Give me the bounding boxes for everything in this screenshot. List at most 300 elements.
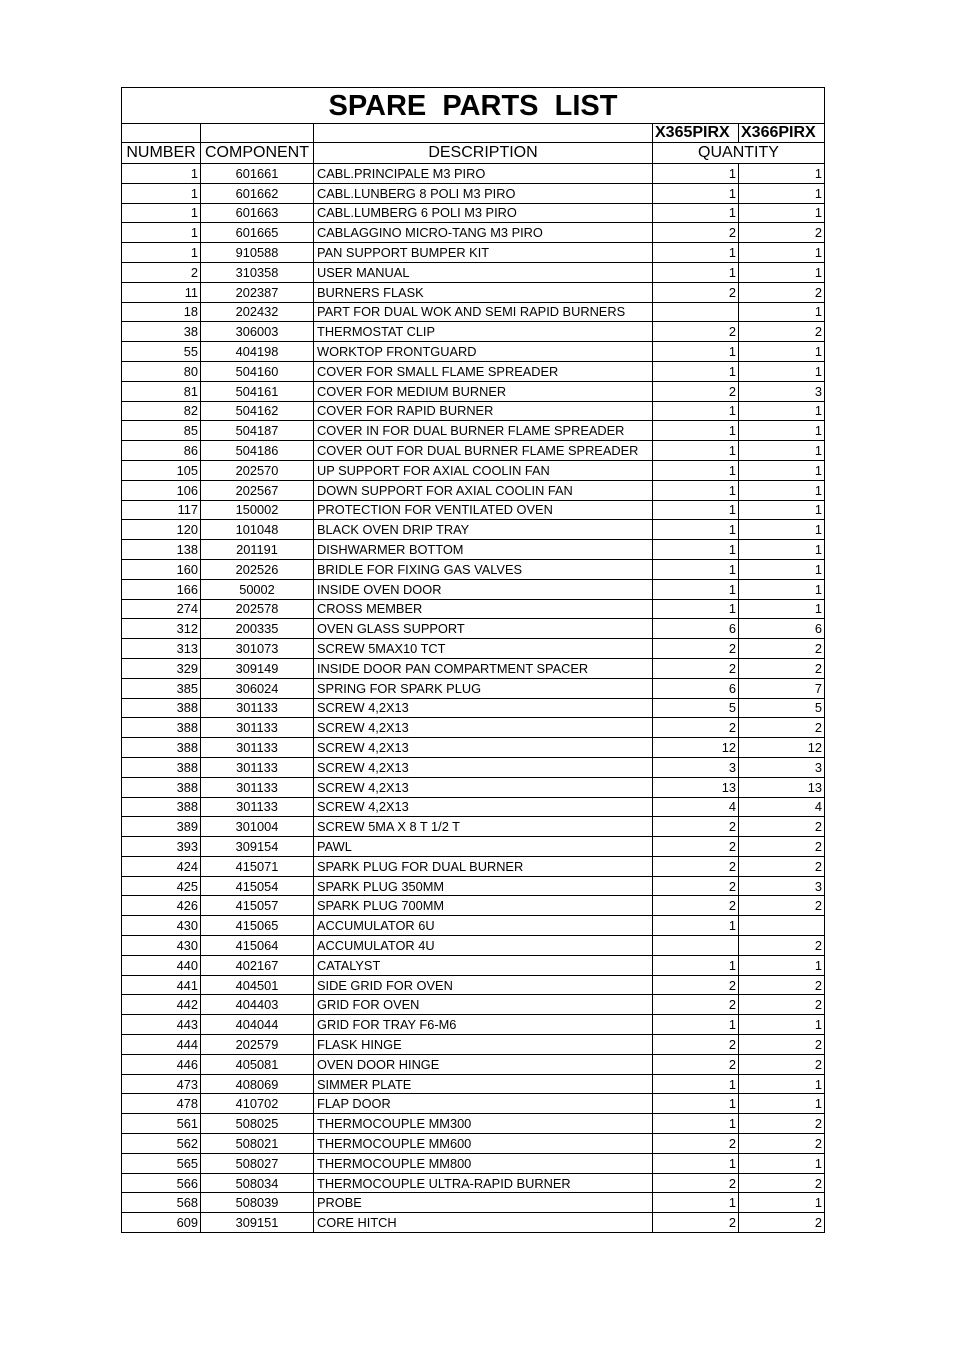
part-description: CATALYST — [314, 956, 653, 975]
part-number: 388 — [122, 738, 201, 757]
component-code: 504162 — [201, 402, 314, 421]
part-description: SCREW 4,2X13 — [314, 798, 653, 817]
part-number: 81 — [122, 382, 201, 401]
table-row — [122, 402, 824, 422]
quantity-x366pirx: 4 — [814, 799, 822, 815]
table-row — [122, 362, 824, 382]
quantity-x366pirx: 1 — [814, 522, 822, 538]
part-number: 478 — [122, 1094, 201, 1113]
quantity-x365pirx: 1 — [653, 1094, 739, 1113]
quantity-x365pirx: 1 — [653, 1075, 739, 1094]
table-row — [122, 778, 824, 798]
quantity-x365pirx: 2 — [653, 283, 739, 302]
quantity-x365pirx: 1 — [653, 362, 739, 381]
component-code: 508021 — [201, 1134, 314, 1153]
part-number: 568 — [122, 1193, 201, 1212]
quantity-x366pirx: 1 — [814, 601, 822, 617]
component-code: 415064 — [201, 936, 314, 955]
part-description: INSIDE OVEN DOOR — [314, 580, 653, 599]
component-code: 50002 — [201, 580, 314, 599]
part-description: GRID FOR OVEN — [314, 995, 653, 1014]
part-description: WORKTOP FRONTGUARD — [314, 342, 653, 361]
component-code: 404198 — [201, 342, 314, 361]
quantity-x366pirx: 2 — [814, 1036, 822, 1052]
quantity-x365pirx: 13 — [653, 778, 739, 797]
part-description: SPARK PLUG 700MM — [314, 896, 653, 915]
quantity-x365pirx: 1 — [653, 956, 739, 975]
part-description: UP SUPPORT FOR AXIAL COOLIN FAN — [314, 461, 653, 480]
quantity-x365pirx: 2 — [653, 877, 739, 896]
part-description: CROSS MEMBER — [314, 600, 653, 619]
quantity-x366pirx: 1 — [814, 1195, 822, 1211]
part-number: 80 — [122, 362, 201, 381]
part-description: THERMOCOUPLE MM800 — [314, 1154, 653, 1173]
quantity-x365pirx: 2 — [653, 1213, 739, 1232]
table-row — [122, 243, 824, 263]
part-description: PART FOR DUAL WOK AND SEMI RAPID BURNERS — [314, 303, 653, 322]
table-row — [122, 1213, 824, 1233]
table-row — [122, 758, 824, 778]
table-row — [122, 342, 824, 362]
table-row — [122, 481, 824, 501]
part-description: COVER FOR SMALL FLAME SPREADER — [314, 362, 653, 381]
component-code: 601665 — [201, 223, 314, 242]
quantity-x365pirx: 2 — [653, 817, 739, 836]
quantity-x366pirx: 2 — [814, 1135, 822, 1151]
quantity-x366pirx: 1 — [814, 205, 822, 221]
quantity-x366pirx: 1 — [814, 344, 822, 360]
component-code: 301004 — [201, 817, 314, 836]
table-row — [122, 1174, 824, 1194]
quantity-x366pirx: 2 — [814, 898, 822, 914]
quantity-x365pirx: 1 — [653, 342, 739, 361]
quantity-x366pirx: 2 — [814, 1175, 822, 1191]
part-description: COVER IN FOR DUAL BURNER FLAME SPREADER — [314, 421, 653, 440]
quantity-x366pirx: 1 — [814, 443, 822, 459]
table-row — [122, 223, 824, 243]
quantity-x366pirx: 1 — [814, 304, 822, 320]
quantity-x366pirx: 1 — [814, 1096, 822, 1112]
part-description: PROTECTION FOR VENTILATED OVEN — [314, 501, 653, 520]
column-header-description: DESCRIPTION — [314, 143, 653, 163]
quantity-x365pirx: 6 — [653, 619, 739, 638]
quantity-x366pirx — [739, 916, 824, 935]
part-number: 425 — [122, 877, 201, 896]
component-code: 910588 — [201, 243, 314, 262]
part-number: 561 — [122, 1114, 201, 1133]
table-row — [122, 837, 824, 857]
part-number: 1 — [122, 204, 201, 223]
component-code: 202579 — [201, 1035, 314, 1054]
part-number: 566 — [122, 1174, 201, 1193]
part-number: 473 — [122, 1075, 201, 1094]
part-number: 329 — [122, 659, 201, 678]
quantity-x365pirx: 1 — [653, 520, 739, 539]
part-description: COVER FOR MEDIUM BURNER — [314, 382, 653, 401]
quantity-x366pirx: 13 — [807, 779, 822, 795]
component-code: 504161 — [201, 382, 314, 401]
component-code: 404501 — [201, 976, 314, 995]
table-row — [122, 1193, 824, 1213]
table-row — [122, 1075, 824, 1095]
component-code: 310358 — [201, 263, 314, 282]
quantity-x366pirx: 2 — [814, 1116, 822, 1132]
part-number: 424 — [122, 857, 201, 876]
component-code: 301133 — [201, 758, 314, 777]
part-description: THERMOCOUPLE ULTRA-RAPID BURNER — [314, 1174, 653, 1193]
part-number: 385 — [122, 679, 201, 698]
quantity-x365pirx: 2 — [653, 639, 739, 658]
quantity-x365pirx: 2 — [653, 1035, 739, 1054]
part-number: 609 — [122, 1213, 201, 1232]
quantity-x366pirx: 5 — [814, 700, 822, 716]
empty-cell — [122, 124, 201, 142]
quantity-x365pirx: 1 — [653, 184, 739, 203]
component-code: 201191 — [201, 540, 314, 559]
quantity-x365pirx: 12 — [653, 738, 739, 757]
part-description: USER MANUAL — [314, 263, 653, 282]
part-number: 440 — [122, 956, 201, 975]
model-header-x365pirx: X365PIRX — [653, 124, 739, 142]
column-header-row — [122, 143, 824, 164]
component-code: 601661 — [201, 164, 314, 183]
quantity-x366pirx: 2 — [814, 838, 822, 854]
part-description: CORE HITCH — [314, 1213, 653, 1232]
component-code: 415065 — [201, 916, 314, 935]
quantity-x365pirx: 2 — [653, 718, 739, 737]
quantity-x366pirx: 1 — [814, 264, 822, 280]
quantity-x365pirx: 1 — [653, 580, 739, 599]
part-description: SCREW 4,2X13 — [314, 738, 653, 757]
part-description: BLACK OVEN DRIP TRAY — [314, 520, 653, 539]
quantity-x366pirx: 1 — [814, 403, 822, 419]
part-number: 426 — [122, 896, 201, 915]
component-code: 508025 — [201, 1114, 314, 1133]
part-number: 388 — [122, 699, 201, 718]
part-description: PAWL — [314, 837, 653, 856]
table-row — [122, 857, 824, 877]
component-code: 601662 — [201, 184, 314, 203]
quantity-x366pirx: 1 — [814, 245, 822, 261]
table-row — [122, 956, 824, 976]
quantity-x366pirx: 2 — [814, 324, 822, 340]
part-description: CABL.LUNBERG 8 POLI M3 PIRO — [314, 184, 653, 203]
quantity-x365pirx: 6 — [653, 679, 739, 698]
part-number: 1 — [122, 184, 201, 203]
component-code: 404403 — [201, 995, 314, 1014]
table-row — [122, 1094, 824, 1114]
quantity-x365pirx: 2 — [653, 857, 739, 876]
part-number: 105 — [122, 461, 201, 480]
part-description: SIDE GRID FOR OVEN — [314, 976, 653, 995]
quantity-x366pirx: 1 — [814, 581, 822, 597]
table-row — [122, 204, 824, 224]
table-row — [122, 798, 824, 818]
part-description: THERMOCOUPLE MM300 — [314, 1114, 653, 1133]
table-row — [122, 164, 824, 184]
component-code: 306024 — [201, 679, 314, 698]
model-header-x366pirx: X366PIRX — [741, 124, 816, 141]
table-row — [122, 1154, 824, 1174]
quantity-x365pirx: 1 — [653, 540, 739, 559]
table-row — [122, 877, 824, 897]
part-number: 393 — [122, 837, 201, 856]
part-description: ACCUMULATOR 6U — [314, 916, 653, 935]
quantity-x365pirx: 1 — [653, 1154, 739, 1173]
quantity-x365pirx: 2 — [653, 1134, 739, 1153]
table-row — [122, 738, 824, 758]
component-code: 504160 — [201, 362, 314, 381]
column-header-component: COMPONENT — [201, 143, 314, 163]
table-row — [122, 995, 824, 1015]
part-number: 1 — [122, 243, 201, 262]
title-row — [122, 88, 824, 124]
table-row — [122, 1015, 824, 1035]
component-code: 415054 — [201, 877, 314, 896]
table-row — [122, 263, 824, 283]
table-row — [122, 659, 824, 679]
table-row — [122, 718, 824, 738]
component-code: 415057 — [201, 896, 314, 915]
part-number: 565 — [122, 1154, 201, 1173]
table-row — [122, 1055, 824, 1075]
part-description: GRID FOR TRAY F6-M6 — [314, 1015, 653, 1034]
quantity-x365pirx: 1 — [653, 243, 739, 262]
part-number: 11 — [122, 283, 201, 302]
table-row — [122, 303, 824, 323]
table-row — [122, 896, 824, 916]
part-number: 388 — [122, 798, 201, 817]
quantity-x366pirx: 2 — [814, 284, 822, 300]
empty-cell — [201, 124, 314, 142]
quantity-x366pirx: 2 — [814, 1056, 822, 1072]
component-code: 415071 — [201, 857, 314, 876]
quantity-x365pirx: 1 — [653, 421, 739, 440]
part-number: 389 — [122, 817, 201, 836]
part-number: 430 — [122, 936, 201, 955]
component-code: 404044 — [201, 1015, 314, 1034]
component-code: 306003 — [201, 322, 314, 341]
quantity-x366pirx: 2 — [814, 720, 822, 736]
component-code: 200335 — [201, 619, 314, 638]
component-code: 301133 — [201, 778, 314, 797]
quantity-x365pirx: 1 — [653, 204, 739, 223]
component-code: 202570 — [201, 461, 314, 480]
quantity-x366pirx: 2 — [814, 977, 822, 993]
part-description: BRIDLE FOR FIXING GAS VALVES — [314, 560, 653, 579]
component-code: 202432 — [201, 303, 314, 322]
quantity-x366pirx: 6 — [814, 621, 822, 637]
part-number: 562 — [122, 1134, 201, 1153]
part-number: 166 — [122, 580, 201, 599]
spare-parts-table — [121, 87, 825, 1233]
component-code: 301133 — [201, 738, 314, 757]
table-row — [122, 382, 824, 402]
table-row — [122, 520, 824, 540]
component-code: 408069 — [201, 1075, 314, 1094]
component-code: 504187 — [201, 421, 314, 440]
quantity-x365pirx: 1 — [653, 402, 739, 421]
part-description: SPARK PLUG FOR DUAL BURNER — [314, 857, 653, 876]
component-code: 150002 — [201, 501, 314, 520]
part-number: 443 — [122, 1015, 201, 1034]
column-header-quantity: QUANTITY — [698, 144, 779, 161]
table-row — [122, 580, 824, 600]
quantity-x366pirx: 1 — [814, 1017, 822, 1033]
quantity-x365pirx: 4 — [653, 798, 739, 817]
component-code: 402167 — [201, 956, 314, 975]
quantity-x365pirx: 2 — [653, 995, 739, 1014]
quantity-x365pirx: 1 — [653, 461, 739, 480]
column-header-number: NUMBER — [122, 143, 201, 163]
quantity-x366pirx: 1 — [814, 1155, 822, 1171]
quantity-x365pirx: 2 — [653, 896, 739, 915]
quantity-x366pirx: 1 — [814, 363, 822, 379]
part-description: SCREW 4,2X13 — [314, 778, 653, 797]
part-number: 86 — [122, 441, 201, 460]
quantity-x365pirx: 1 — [653, 1114, 739, 1133]
table-row — [122, 501, 824, 521]
part-number: 117 — [122, 501, 201, 520]
component-code: 202578 — [201, 600, 314, 619]
quantity-x365pirx — [653, 936, 739, 955]
part-number: 388 — [122, 718, 201, 737]
quantity-x366pirx: 3 — [814, 878, 822, 894]
quantity-x366pirx: 2 — [814, 937, 822, 953]
part-number: 274 — [122, 600, 201, 619]
component-code: 508034 — [201, 1174, 314, 1193]
component-code: 601663 — [201, 204, 314, 223]
quantity-x366pirx: 2 — [814, 660, 822, 676]
part-description: BURNERS FLASK — [314, 283, 653, 302]
part-number: 160 — [122, 560, 201, 579]
part-number: 2 — [122, 263, 201, 282]
component-code: 301133 — [201, 798, 314, 817]
table-row — [122, 619, 824, 639]
quantity-x365pirx: 5 — [653, 699, 739, 718]
component-code: 504186 — [201, 441, 314, 460]
part-description: CABLAGGINO MICRO-TANG M3 PIRO — [314, 223, 653, 242]
quantity-x366pirx: 2 — [814, 997, 822, 1013]
part-description: DISHWARMER BOTTOM — [314, 540, 653, 559]
component-code: 309151 — [201, 1213, 314, 1232]
part-number: 312 — [122, 619, 201, 638]
quantity-x365pirx: 2 — [653, 976, 739, 995]
table-row — [122, 916, 824, 936]
component-code: 101048 — [201, 520, 314, 539]
part-description: COVER OUT FOR DUAL BURNER FLAME SPREADER — [314, 441, 653, 460]
quantity-x365pirx — [653, 303, 739, 322]
table-row — [122, 283, 824, 303]
empty-cell — [314, 124, 653, 142]
part-description: SPARK PLUG 350MM — [314, 877, 653, 896]
component-code: 309149 — [201, 659, 314, 678]
part-description: SCREW 5MA X 8 T 1/2 T — [314, 817, 653, 836]
part-number: 442 — [122, 995, 201, 1014]
quantity-x366pirx: 1 — [814, 561, 822, 577]
document-title: SPARE PARTS LIST — [328, 89, 618, 122]
table-row — [122, 184, 824, 204]
part-description: OVEN GLASS SUPPORT — [314, 619, 653, 638]
quantity-x366pirx: 1 — [814, 423, 822, 439]
table-row — [122, 322, 824, 342]
part-description: DOWN SUPPORT FOR AXIAL COOLIN FAN — [314, 481, 653, 500]
part-description: THERMOSTAT CLIP — [314, 322, 653, 341]
part-description: PROBE — [314, 1193, 653, 1212]
quantity-x365pirx: 2 — [653, 837, 739, 856]
part-description: FLAP DOOR — [314, 1094, 653, 1113]
quantity-x366pirx: 1 — [814, 165, 822, 181]
quantity-x366pirx: 2 — [814, 641, 822, 657]
quantity-x366pirx: 3 — [814, 383, 822, 399]
table-row — [122, 1035, 824, 1055]
table-row — [122, 1134, 824, 1154]
part-description: SIMMER PLATE — [314, 1075, 653, 1094]
quantity-x366pirx: 1 — [814, 542, 822, 558]
part-number: 106 — [122, 481, 201, 500]
quantity-x366pirx: 1 — [814, 462, 822, 478]
table-row — [122, 560, 824, 580]
table-row — [122, 639, 824, 659]
component-code: 508039 — [201, 1193, 314, 1212]
quantity-x366pirx: 1 — [814, 1076, 822, 1092]
quantity-x365pirx: 2 — [653, 382, 739, 401]
component-code: 301073 — [201, 639, 314, 658]
part-description: SCREW 4,2X13 — [314, 758, 653, 777]
part-number: 313 — [122, 639, 201, 658]
part-description: FLASK HINGE — [314, 1035, 653, 1054]
quantity-x365pirx: 1 — [653, 1015, 739, 1034]
quantity-x365pirx: 2 — [653, 1055, 739, 1074]
table-row — [122, 817, 824, 837]
component-code: 405081 — [201, 1055, 314, 1074]
parts-table-body — [122, 164, 824, 1233]
quantity-x366pirx: 1 — [814, 185, 822, 201]
part-number: 441 — [122, 976, 201, 995]
quantity-x365pirx: 1 — [653, 441, 739, 460]
quantity-x366pirx: 1 — [814, 502, 822, 518]
quantity-x366pirx: 12 — [807, 740, 822, 755]
quantity-x366pirx: 2 — [814, 858, 822, 874]
quantity-x366pirx: 1 — [814, 957, 822, 973]
part-description: THERMOCOUPLE MM600 — [314, 1134, 653, 1153]
quantity-x365pirx: 2 — [653, 322, 739, 341]
part-description: COVER FOR RAPID BURNER — [314, 402, 653, 421]
part-description: OVEN DOOR HINGE — [314, 1055, 653, 1074]
table-row — [122, 421, 824, 441]
part-description: CABL.LUMBERG 6 POLI M3 PIRO — [314, 204, 653, 223]
quantity-x365pirx: 1 — [653, 501, 739, 520]
quantity-x365pirx: 1 — [653, 263, 739, 282]
quantity-x366pirx: 3 — [814, 759, 822, 775]
table-row — [122, 976, 824, 996]
quantity-x366pirx: 1 — [814, 482, 822, 498]
component-code: 309154 — [201, 837, 314, 856]
part-number: 120 — [122, 520, 201, 539]
quantity-x366pirx: 7 — [814, 680, 822, 696]
part-number: 388 — [122, 758, 201, 777]
table-row — [122, 699, 824, 719]
quantity-x365pirx: 2 — [653, 223, 739, 242]
part-number: 430 — [122, 916, 201, 935]
component-code: 202387 — [201, 283, 314, 302]
component-code: 202567 — [201, 481, 314, 500]
table-row — [122, 600, 824, 620]
part-number: 1 — [122, 164, 201, 183]
part-number: 446 — [122, 1055, 201, 1074]
part-description: CABL.PRINCIPALE M3 PIRO — [314, 164, 653, 183]
part-description: SCREW 4,2X13 — [314, 718, 653, 737]
